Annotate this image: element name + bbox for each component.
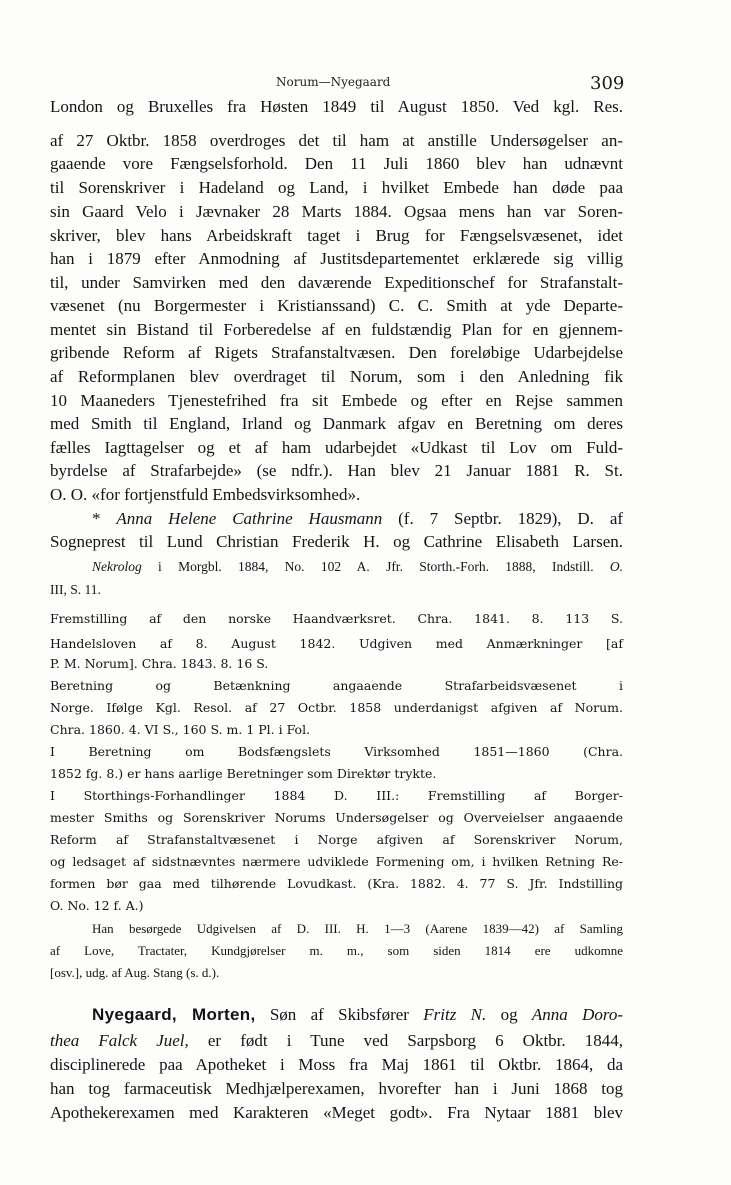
body-line: han i 1879 efter Anmodning af Justitsdepartementet erklærede sig villig bbox=[50, 249, 623, 268]
body-line: sin Gaard Velo i Jævnaker 28 Marts 1884. Ogsaa mens han var Soren- bbox=[50, 202, 623, 221]
entry-mother: Anna Doro- bbox=[531, 1005, 624, 1024]
work-line: I Storthings-Forhandlinger 1884 D. III.: Fremstilling af Borger- bbox=[50, 788, 623, 803]
body-line: af 27 Oktbr. 1858 overdroges det til ham at anstille Undersøgelser an- bbox=[50, 131, 623, 150]
entry-father: Fritz N. bbox=[423, 1005, 487, 1024]
entry-heading: Nyegaard, Morten, bbox=[92, 1005, 256, 1024]
note-line: [osv.], udg. af Aug. Stang (s. d.). bbox=[50, 965, 220, 980]
body-line: med Smith til England, Irland og Danmark afgav en Beretning om deres bbox=[50, 414, 623, 433]
work-line: og ledsaget af sidstnævntes nærmere udviklede Formening om, i hvilken Retning Re- bbox=[50, 854, 623, 869]
work-line: Reform af Strafanstaltvæsenet i Norge afgiven af Sorenskriver Norum, bbox=[50, 832, 623, 847]
sources-line bbox=[92, 560, 623, 574]
running-title: Norum—Nyegaard bbox=[276, 75, 391, 89]
body-line: skriver, blev hans Arbeidskraft taget i Brug for Fængselsvæsenet, idet bbox=[50, 226, 623, 245]
note-line: af Love, Tractater, Kundgjørelser m. m., som siden 1814 ere udkomne bbox=[50, 943, 623, 958]
work-line: Beretning og Betænkning angaaende Strafarbeidsvæsenet i bbox=[50, 678, 623, 693]
body-line: gaaende vore Fængselsforhold. Den 11 Juli 1860 blev han udnævnt bbox=[50, 154, 623, 173]
body-line: til, under Samvirken med den daværende Expeditionschef for Strafanstalt- bbox=[50, 273, 623, 292]
work-line: O. No. 12 f. A.) bbox=[50, 898, 144, 913]
work-line: 1852 fg. 8.) er hans aarlige Beretninger som Direktør trykte. bbox=[50, 766, 437, 781]
body-line: mentet sin Bistand til Forberedelse af en fuldstændig Plan for en gjennem- bbox=[50, 320, 623, 339]
work-line: mester Smiths og Sorenskriver Norums Undersøgelser og Overveielser angaaende bbox=[50, 810, 623, 825]
spouse-name: Anna Helene Cathrine Hausmann bbox=[116, 509, 383, 528]
body-line: 10 Maaneders Tjenestefrihed fra sit Embede og efter en Rejse sammen bbox=[50, 391, 623, 410]
entry-text: Søn af Skibsfører bbox=[269, 1005, 409, 1024]
entry-line: han tog farmaceutisk Medhjælperexamen, hvorefter han i Juni 1868 tog bbox=[50, 1079, 623, 1098]
body-line: væsenet (nu Borgermester i Kristianssand) C. C. Smith at yde Departe- bbox=[50, 296, 623, 315]
entry-line: Apothekerexamen med Karakteren «Meget godt». Fra Nytaar 1881 blev bbox=[50, 1103, 623, 1122]
sources-label: Nekrolog bbox=[92, 559, 142, 574]
entry-text: er født i Tune ved Sarpsborg 6 Oktbr. 1844, bbox=[207, 1031, 624, 1050]
entry-text: og bbox=[500, 1005, 518, 1024]
entry-mother: thea Falck Juel, bbox=[50, 1031, 189, 1050]
body-line: af Reformplanen blev overdraget til Norum, som i den Anledning fik bbox=[50, 367, 623, 386]
spouse-parents: Sogneprest til Lund Christian Frederik H. og Cathrine Elisabeth Larsen. bbox=[50, 532, 623, 551]
entry-line: disciplinerede paa Apotheket i Moss fra Maj 1861 til Oktbr. 1864, da bbox=[50, 1055, 623, 1074]
body-line: London og Bruxelles fra Høsten 1849 til August 1850. Ved kgl. Res. bbox=[50, 97, 623, 116]
work-line: P. M. Norum]. Chra. 1843. 8. 16 S. bbox=[50, 656, 269, 671]
work-line: formen bør gaa med tilhørende Lovudkast. (Kra. 1882. 4. 77 S. Jfr. Indstilling bbox=[50, 876, 623, 891]
sources-line-2: III, S. 11. bbox=[50, 582, 101, 597]
work-line: Fremstilling af den norske Haandværksret. Chra. 1841. 8. 113 S. bbox=[50, 611, 623, 626]
work-line: I Beretning om Bodsfængslets Virksomhed 1851—1860 (Chra. bbox=[50, 744, 623, 759]
work-line: Handelsloven af 8. August 1842. Udgiven med Anmærkninger [af bbox=[50, 636, 623, 651]
work-line: Chra. 1860. 4. VI S., 160 S. m. 1 Pl. i Fol. bbox=[50, 722, 311, 737]
body-line: fælles Iagttagelser og et af ham udarbejdet «Udkast til Lov om Fuld- bbox=[50, 438, 623, 457]
body-line: byrdelse af Strafarbejde» (se ndfr.). Han blev 21 Januar 1881 R. St. bbox=[50, 461, 623, 480]
entry-nyegaard-line-1 bbox=[92, 1006, 623, 1023]
running-head bbox=[0, 75, 731, 95]
sources-end: O. bbox=[609, 559, 623, 574]
spouse-dates: (f. 7 Septbr. 1829), D. af bbox=[398, 509, 624, 528]
spouse-line bbox=[92, 510, 623, 527]
sources-text: i Morgbl. 1884, No. 102 A. Jfr. Storth.-Forh. 1888, Indstill. bbox=[158, 559, 594, 574]
entry-nyegaard-line-2 bbox=[50, 1032, 623, 1049]
body-line: gribende Reform af Rigets Strafanstaltvæsen. Den foreløbige Udarbejdelse bbox=[50, 343, 623, 362]
note-line: Han besørgede Udgivelsen af D. III. H. 1—3 (Aarene 1839—42) af Samling bbox=[92, 921, 623, 936]
body-line: til Sorenskriver i Hadeland og Land, i hvilket Embede han døde paa bbox=[50, 178, 623, 197]
spouse-marker: * bbox=[92, 509, 101, 528]
body-line: O. O. «for fortjenstfuld Embedsvirksomhed». bbox=[50, 485, 361, 504]
page-number: 309 bbox=[590, 73, 625, 94]
work-line: Norge. Ifølge Kgl. Resol. af 27 Octbr. 1858 underdanigst afgiven af Norum. bbox=[50, 700, 623, 715]
